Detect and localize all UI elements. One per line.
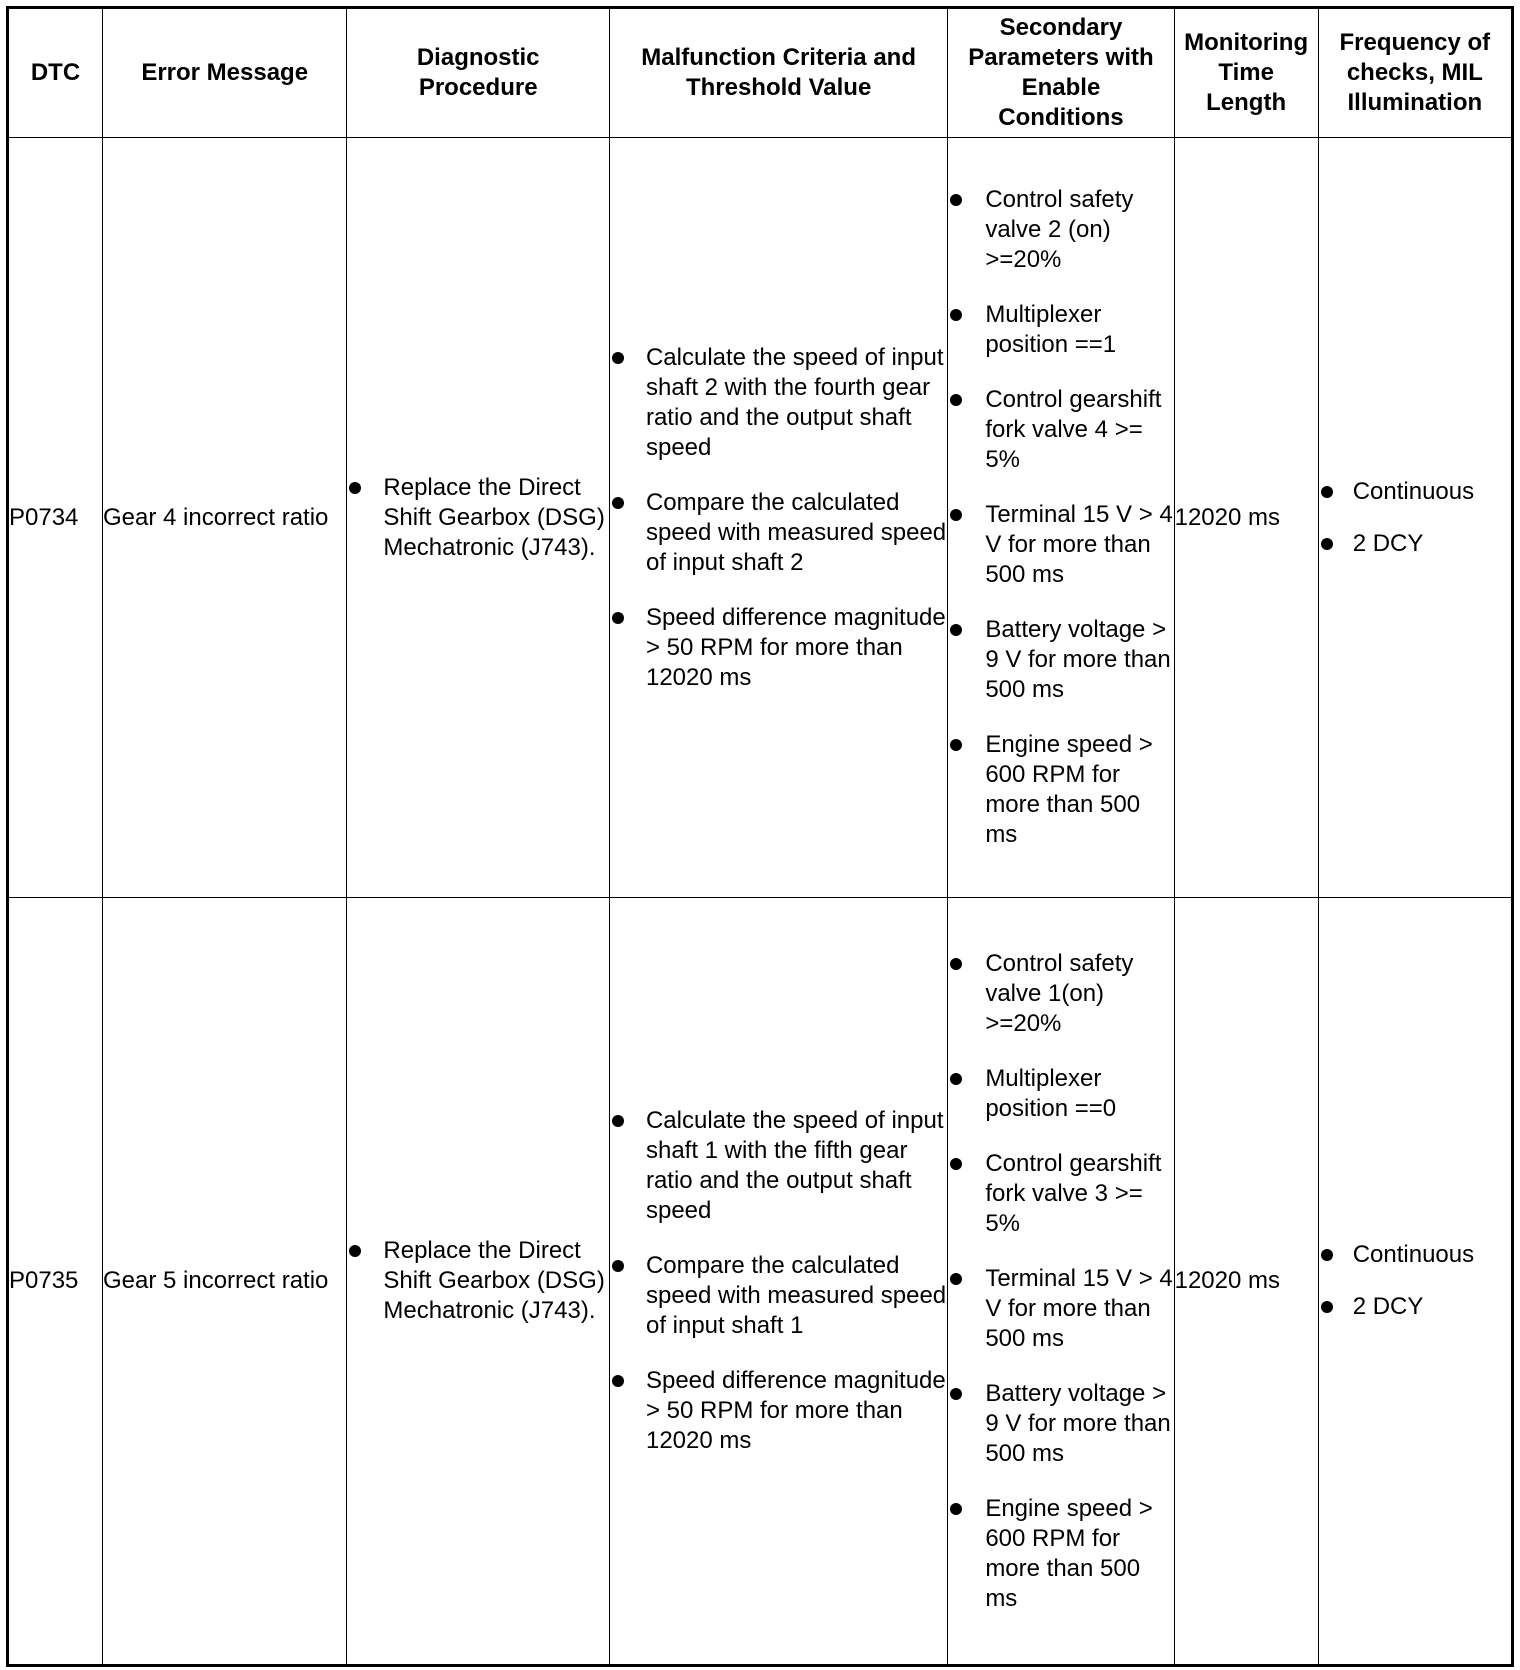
secondary-parameter-item: Multiplexer position ==1 [948, 300, 1173, 360]
secondary-parameter-item: Control gearshift fork valve 4 >= 5% [948, 385, 1173, 475]
frequency-item: 2 DCY [1319, 529, 1511, 559]
diagnostic-step: Replace the Direct Shift Gearbox (DSG) Mechatronic (J743). [347, 473, 609, 563]
secondary-parameter-item: Terminal 15 V > 4 V for more than 500 ms [948, 500, 1173, 590]
diagnostic-procedure [347, 138, 610, 898]
error-message: Gear 4 incorrect ratio [102, 138, 346, 898]
secondary-parameters [948, 138, 1174, 898]
secondary-parameter-item: Control gearshift fork valve 3 >= 5% [948, 1149, 1173, 1239]
frequency-item: 2 DCY [1319, 1292, 1511, 1322]
secondary-parameter-item: Control safety valve 2 (on) >=20% [948, 185, 1173, 275]
secondary-parameter-item: Battery voltage > 9 V for more than 500 ms [948, 615, 1173, 705]
frequency [1318, 138, 1512, 898]
criteria-item: Speed difference magnitude > 50 RPM for more than 12020 ms [610, 603, 947, 693]
header-row [8, 8, 1513, 138]
header-monitoring-time: Monitoring Time Length [1174, 8, 1318, 138]
secondary-parameter-item: Battery voltage > 9 V for more than 500 ms [948, 1379, 1173, 1469]
secondary-parameter-item: Terminal 15 V > 4 V for more than 500 ms [948, 1264, 1173, 1354]
table-row [8, 898, 1513, 1666]
malfunction-criteria [609, 898, 947, 1666]
secondary-parameter-item: Engine speed > 600 RPM for more than 500 ms [948, 1494, 1173, 1614]
secondary-parameter-item: Engine speed > 600 RPM for more than 500 ms [948, 730, 1173, 850]
frequency-item: Continuous [1319, 1240, 1511, 1270]
monitoring-time: 12020 ms [1174, 898, 1318, 1666]
secondary-parameter-item: Control safety valve 1(on) >=20% [948, 949, 1173, 1039]
criteria-item: Speed difference magnitude > 50 RPM for more than 12020 ms [610, 1366, 947, 1456]
header-secondary-parameters: Secondary Parameters with Enable Conditions [948, 8, 1174, 138]
malfunction-criteria [609, 138, 947, 898]
criteria-item: Compare the calculated speed with measured speed of input shaft 2 [610, 488, 947, 578]
dtc-code: P0735 [8, 898, 103, 1666]
table-row [8, 138, 1513, 898]
diagnostic-procedure [347, 898, 610, 1666]
frequency-item: Continuous [1319, 477, 1511, 507]
header-error-message: Error Message [102, 8, 346, 138]
monitoring-time: 12020 ms [1174, 138, 1318, 898]
criteria-item: Calculate the speed of input shaft 2 with the fourth gear ratio and the output shaft speed [610, 343, 947, 463]
header-frequency: Frequency of checks, MIL Illumination [1318, 8, 1512, 138]
secondary-parameters [948, 898, 1174, 1666]
dtc-table [6, 6, 1514, 1667]
diagnostic-step: Replace the Direct Shift Gearbox (DSG) Mechatronic (J743). [347, 1236, 609, 1326]
header-malfunction-criteria: Malfunction Criteria and Threshold Value [609, 8, 947, 138]
frequency [1318, 898, 1512, 1666]
header-diagnostic-procedure: Diagnostic Procedure [347, 8, 610, 138]
criteria-item: Compare the calculated speed with measured speed of input shaft 1 [610, 1251, 947, 1341]
header-dtc: DTC [8, 8, 103, 138]
criteria-item: Calculate the speed of input shaft 1 with the fifth gear ratio and the output shaft speed [610, 1106, 947, 1226]
secondary-parameter-item: Multiplexer position ==0 [948, 1064, 1173, 1124]
error-message: Gear 5 incorrect ratio [102, 898, 346, 1666]
dtc-code: P0734 [8, 138, 103, 898]
